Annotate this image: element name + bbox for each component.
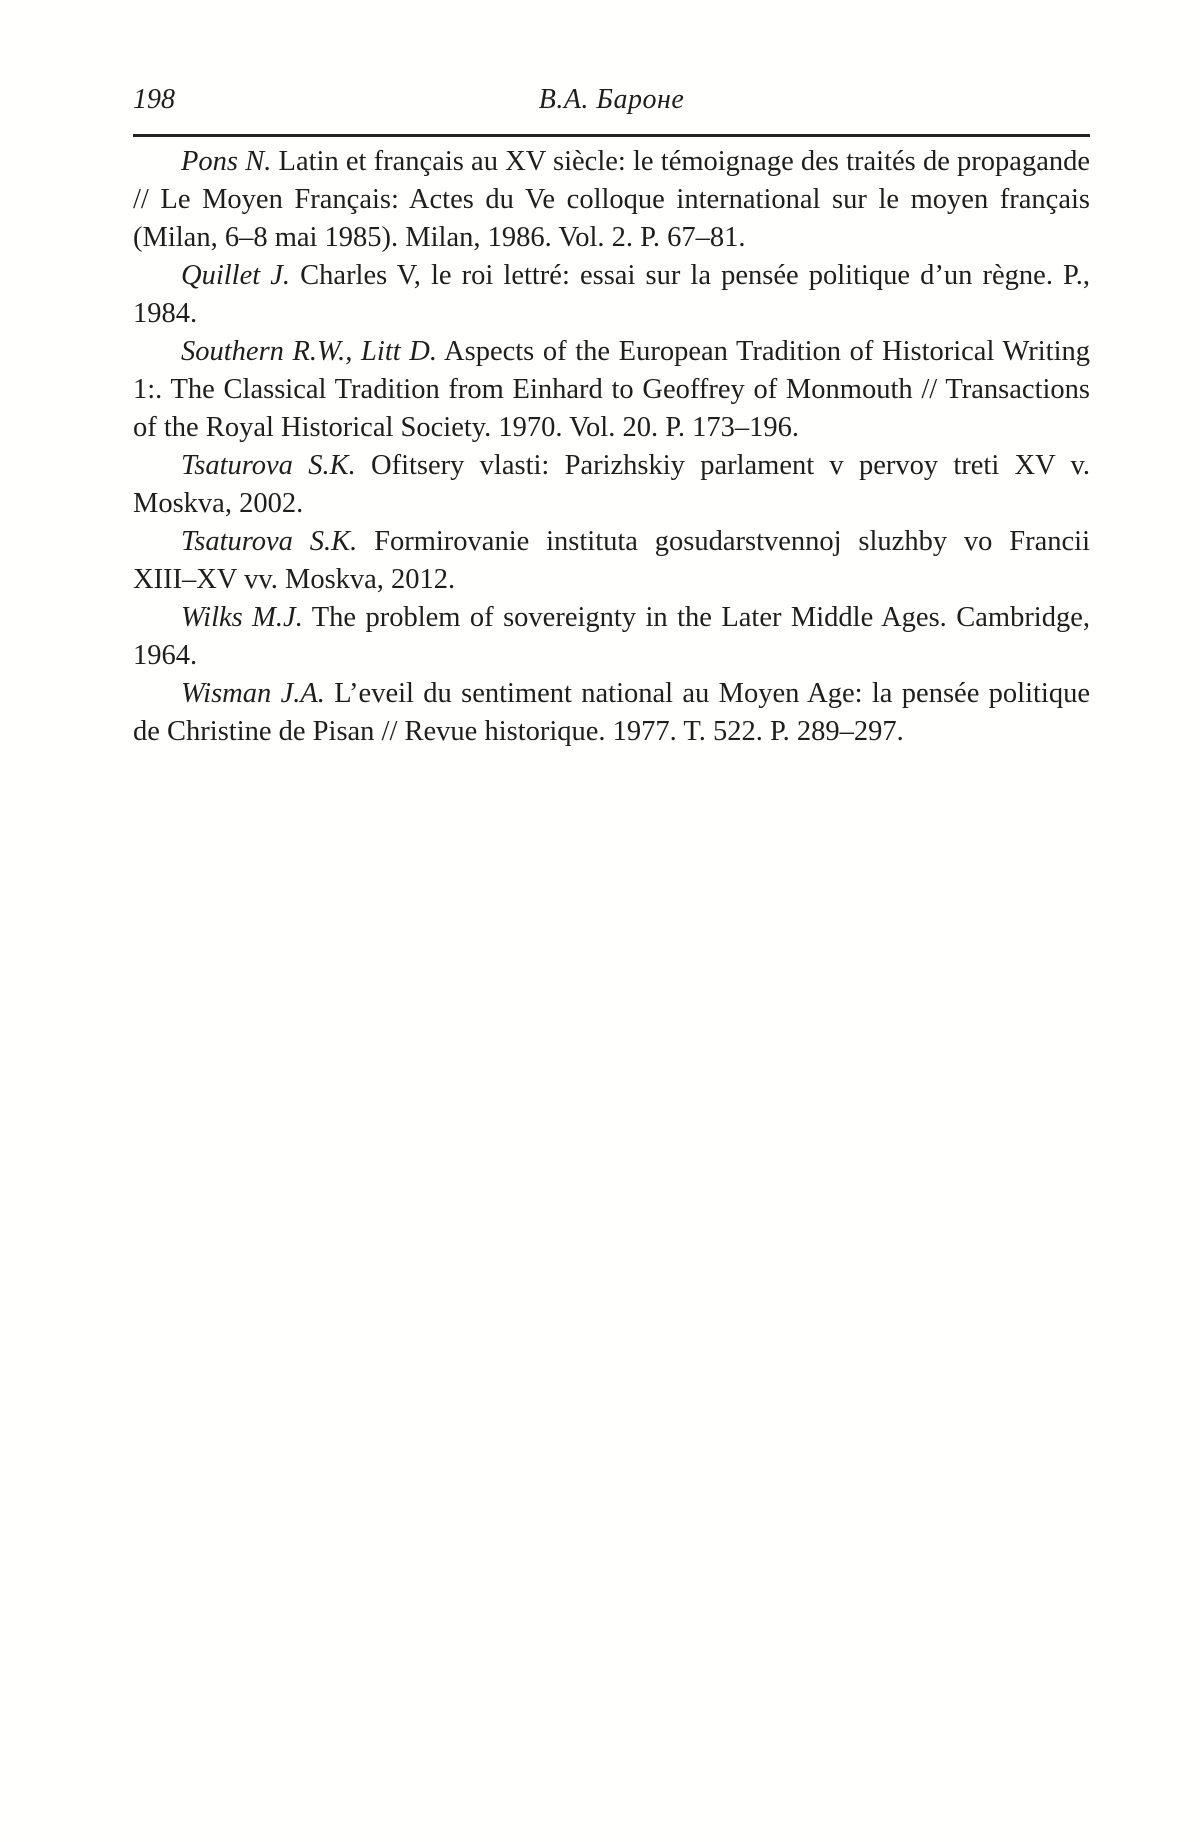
- entry-text: Aspects of the European Tradition of Historical Writing 1:. The Classical Tradition from Einhard to Geoffrey of Monmouth // Transactions of the Royal Historical Society. 1970. Vol. 20. P. 173–196.: [133, 336, 1090, 443]
- entry-text: Formirovanie instituta gosudarstvennoj sluzhby vo Francii XIII–XV vv. Moskva, 2012.: [133, 526, 1090, 595]
- entry-author: Wisman J.A.: [181, 678, 325, 709]
- page-number: 198: [133, 84, 175, 115]
- page-header: [133, 84, 1090, 118]
- header-rule: [133, 134, 1090, 137]
- entry-author: Tsaturova S.K.: [181, 526, 358, 557]
- bibliography-entry: [133, 333, 1090, 447]
- bibliography-entry: [133, 599, 1090, 675]
- entry-author: Pons N.: [181, 146, 272, 177]
- entry-author: Tsaturova S.K.: [181, 450, 356, 481]
- bibliography-entry: [133, 143, 1090, 257]
- entry-author: Quillet J.: [181, 260, 291, 291]
- bibliography-list: [133, 143, 1090, 751]
- entry-text: Latin et français au XV siècle: le témoignage des traités de propagande // Le Moyen Français: Actes du Ve colloque international sur le moyen français (Milan, 6–8 mai 1985). Milan, 1986. Vol. 2. P. 67–81.: [133, 146, 1090, 253]
- text-block: [133, 84, 1090, 751]
- entry-author: Southern R.W., Litt D.: [181, 336, 437, 367]
- entry-text: L’eveil du sentiment national au Moyen Age: la pensée politique de Christine de Pisan // Revue historique. 1977. T. 522. P. 289–297.: [133, 678, 1091, 747]
- bibliography-entry: [133, 675, 1090, 751]
- entry-text: The problem of sovereignty in the Later Middle Ages. Cambridge, 1964.: [133, 602, 1090, 671]
- bibliography-entry: [133, 523, 1090, 599]
- entry-author: Wilks M.J.: [181, 602, 303, 633]
- running-title: В.А. Бароне: [538, 84, 685, 115]
- entry-text: Ofitsery vlasti: Parizhskiy parlament v pervoy treti XV v. Moskva, 2002.: [133, 450, 1090, 519]
- bibliography-entry: [133, 447, 1090, 523]
- bibliography-entry: [133, 257, 1090, 333]
- entry-text: Charles V, le roi lettré: essai sur la pensée politique d’un règne. P., 1984.: [133, 260, 1090, 329]
